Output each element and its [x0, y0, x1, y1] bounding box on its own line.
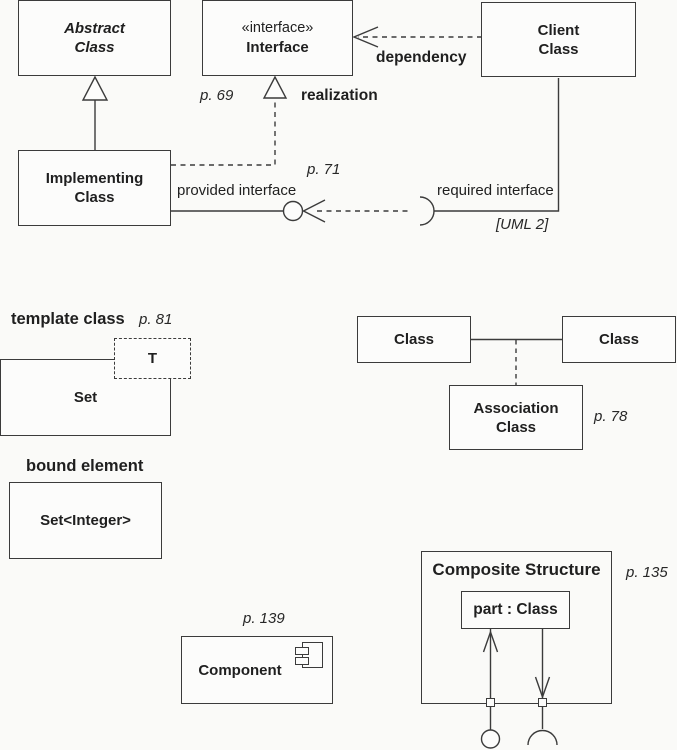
class-name: Class [495, 418, 537, 436]
bound-set-box [9, 482, 162, 559]
bottom-socket-icon [528, 731, 557, 746]
component-icon-tab [295, 657, 309, 665]
class-name: Class [74, 39, 115, 56]
client-class-box [481, 2, 636, 77]
uml2-note: [UML 2] [496, 216, 549, 233]
template-param-box [114, 338, 191, 379]
component-box [181, 636, 333, 704]
page-ref-interface: p. 69 [200, 87, 234, 104]
class-name: Class [538, 40, 579, 58]
class-name: Client [537, 21, 580, 39]
required-interface-label: required interface [437, 182, 554, 199]
realization-line [171, 99, 275, 165]
port-icon-left [486, 698, 495, 707]
class-name: Class [74, 189, 115, 206]
interface-name: Interface [246, 39, 309, 56]
component-icon-tab [295, 647, 309, 655]
required-interface-socket-icon [420, 197, 434, 225]
provided-interface-label: provided interface [177, 182, 297, 199]
class-name: Class [393, 331, 435, 348]
association-class-box [449, 385, 583, 450]
class-box-right [562, 316, 676, 363]
page-ref-association-class: p. 78 [594, 408, 628, 425]
provided-interface-ball-icon [284, 202, 303, 221]
interface-box [202, 0, 353, 76]
template-class-caption: template class [11, 310, 125, 328]
class-name: Association [473, 399, 559, 417]
abstract-class-box [18, 0, 171, 76]
bottom-ball-icon [482, 730, 500, 748]
composite-structure-title: Composite Structure [432, 560, 601, 579]
component-icon [302, 642, 323, 668]
class-name: Implementing [45, 170, 144, 187]
dependency-label: dependency [376, 49, 467, 66]
stereotype-label: «interface» [241, 20, 314, 36]
class-name: Class [598, 331, 640, 348]
class-name: Abstract [64, 20, 125, 37]
bound-element-caption: bound element [26, 457, 144, 475]
page-ref-composite: p. 135 [626, 564, 668, 581]
page-ref-template: p. 81 [139, 311, 173, 328]
page-ref-ball-socket: p. 71 [307, 161, 341, 178]
part-class-box [461, 591, 570, 629]
class-name: Set<Integer> [40, 512, 131, 529]
page-ref-component: p. 139 [243, 610, 285, 627]
implementing-class-box [18, 150, 171, 226]
generalization-triangle-icon [83, 77, 107, 100]
port-icon-right [538, 698, 547, 707]
part-name: part : Class [473, 601, 558, 618]
realization-label: realization [301, 87, 378, 104]
realization-triangle-icon [264, 77, 286, 98]
class-box-left [357, 316, 471, 363]
class-name: Set [73, 389, 98, 406]
component-name: Component [198, 661, 282, 679]
template-param: T [147, 350, 158, 367]
